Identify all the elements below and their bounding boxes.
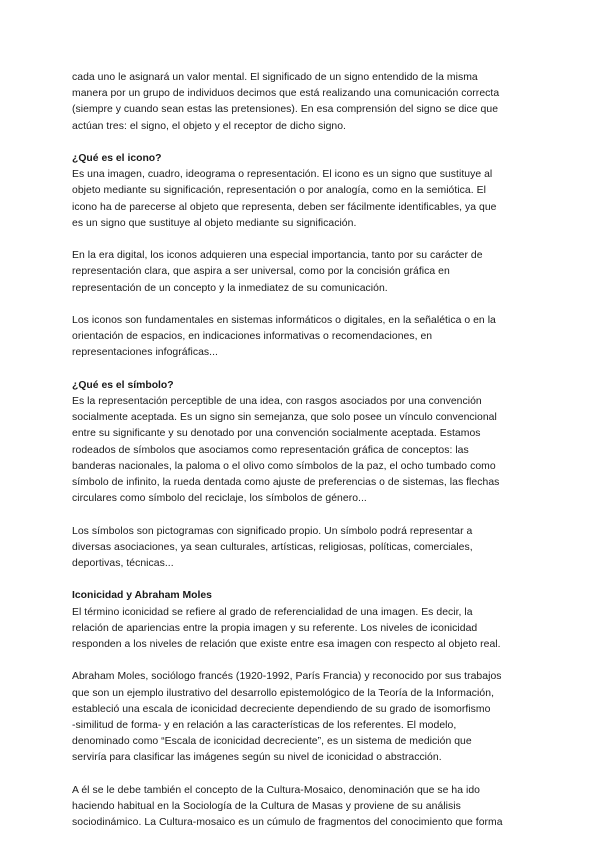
text-line: representación clara, que aspira a ser universal, como por la concisión gráfica en — [72, 266, 450, 278]
text-line: responden a los niveles de relación que existe entre esa imagen con respecto al objeto real. — [72, 639, 501, 651]
text-line: icono ha de parecerse al objeto que representa, deben ser fácilmente identificables, ya que — [72, 201, 497, 213]
text-line: Los iconos son fundamentales en sistemas informáticos o digitales, en la señalética o en la — [72, 315, 496, 326]
text-line: diversas asociaciones, ya sean culturales, artísticas, religiosas, políticas, comerciales, — [72, 541, 473, 553]
text-line: (siempre y cuando sean estas las pretensiones). En esa comprensión del signo se dice que — [72, 104, 499, 116]
paragraph-iconicidad-definicion — [72, 605, 528, 654]
text-line: que son un ejemplo ilustrativo del desarrollo epistemológico de la Teoría de la Información, — [72, 687, 495, 699]
paragraph-signo-intro — [72, 70, 528, 135]
text-line: Es una imagen, cuadro, ideograma o representación. El icono es un signo que sustituye al — [72, 169, 493, 181]
text-line: denominado como “Escala de iconicidad decreciente”, es un sistema de medición que — [72, 736, 472, 748]
text-line: cada uno le asignará un valor mental. El significado de un signo entendido de la misma — [72, 72, 478, 83]
text-line: objeto mediante su significación, representación o por analogía, como en la semiótica. El — [72, 185, 486, 197]
text-line: estableció una escala de iconicidad decreciente dependiendo de su grado de isomorfismo — [72, 703, 491, 715]
text-line: símbolo de infinito, la rueda dentada como ajuste de preferencias o de sistemas, las flechas — [72, 477, 500, 489]
text-line: representación de un concepto y la inmediatez de su comunicación. — [72, 282, 388, 294]
text-line: socialmente aceptada. Es un signo sin semejanza, que solo posee un vínculo convencional — [72, 412, 497, 424]
paragraph-icono-definicion — [72, 167, 528, 232]
heading-que-es-simbolo: ¿Qué es el símbolo? — [72, 379, 174, 391]
paragraph-abraham-moles — [72, 669, 528, 766]
text-line: relación de apariencias entre la propia imagen y su referente. Los niveles de iconicidad — [72, 622, 478, 634]
text-line: Los símbolos son pictogramas con significado propio. Un símbolo podrá representar a — [72, 525, 473, 537]
paragraph-icono-usos — [72, 313, 528, 362]
text-line: haciendo habitual en la Sociología de la Cultura de Masas y proviene de su análisis — [72, 801, 461, 813]
text-line: rodeados de símbolos que asociamos como representación gráfica de conceptos: las — [72, 444, 469, 456]
paragraph-simbolo-pictogramas — [72, 524, 528, 573]
text-line: A él se le debe también el concepto de la Cultura-Mosaico, denominación que se ha ido — [72, 784, 481, 796]
text-line: Abraham Moles, sociólogo francés (1920-1992, París Francia) y reconocido por sus trabajos — [72, 671, 502, 683]
document-page — [72, 70, 528, 831]
text-line: En la era digital, los iconos adquieren una especial importancia, tanto por su carácter de — [72, 250, 483, 262]
text-line: es un signo que sustituye al objeto mediante su significación. — [72, 217, 357, 229]
paragraph-icono-era-digital — [72, 248, 528, 297]
text-line: -similitud de forma- y en relación a las características de los referentes. El modelo, — [72, 720, 457, 732]
paragraph-cultura-mosaico — [72, 783, 528, 832]
text-line: orientación de espacios, en indicaciones informativas o recomendaciones, en — [72, 331, 433, 343]
text-line: actúan tres: el signo, el objeto y el receptor de dicho signo. — [72, 120, 346, 132]
text-line: deportivas, técnicas... — [72, 558, 174, 570]
text-line: entre su significante y su denotado por una convención socialmente aceptada. Estamos — [72, 428, 481, 440]
text-line: El término iconicidad se refiere al grado de referencialidad de una imagen. Es decir, la — [72, 606, 473, 618]
text-line: circulares como símbolo del reciclaje, los símbolos de género... — [72, 493, 367, 505]
paragraph-simbolo-definicion — [72, 394, 528, 507]
text-line: Es la representación perceptible de una idea, con rasgos asociados por una convención — [72, 396, 482, 407]
text-line: representaciones infográficas... — [72, 347, 218, 359]
text-line: manera por un grupo de individuos decimos que está realizando una comunicación correcta — [72, 88, 500, 100]
text-line: serviría para clasificar las imágenes según su nivel de iconicidad o abstracción. — [72, 752, 442, 764]
text-line: banderas nacionales, la paloma o el olivo como símbolos de la paz, el ocho tumbado como — [72, 460, 496, 472]
heading-que-es-icono: ¿Qué es el icono? — [72, 153, 162, 164]
text-line: sociodinámico. La Cultura-mosaico es un cúmulo de fragmentos del conocimiento que forma — [72, 817, 503, 829]
heading-iconicidad-moles: Iconicidad y Abraham Moles — [72, 590, 212, 602]
